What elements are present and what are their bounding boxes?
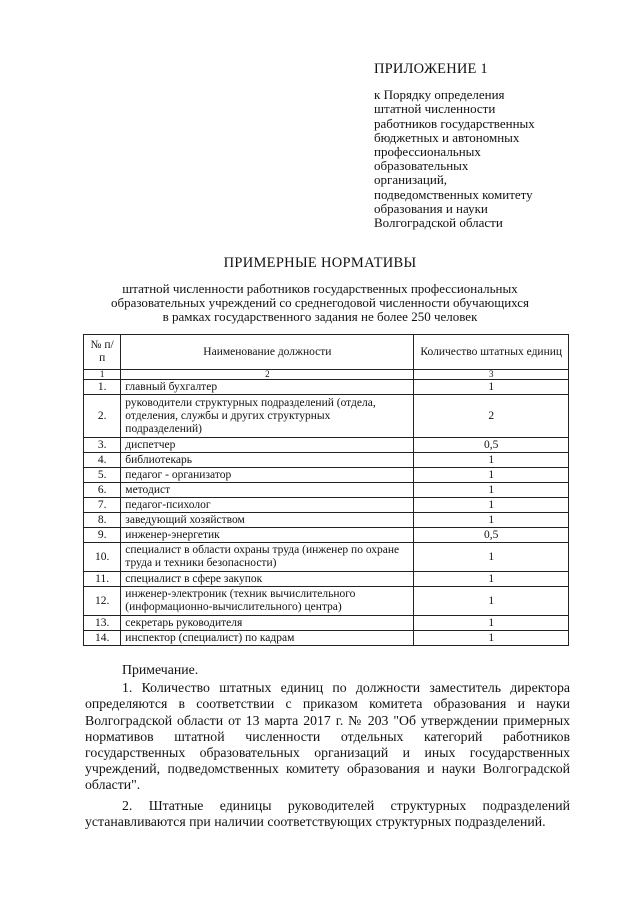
cell-position: инженер-энергетик [121, 528, 414, 543]
table-row [84, 543, 569, 572]
cell-num: 8. [84, 513, 121, 528]
cell-count: 1 [414, 380, 569, 395]
cell-position: педагог-психолог [121, 498, 414, 513]
cell-position: заведующий хозяйством [121, 513, 414, 528]
notes-section [85, 662, 570, 834]
table-row [84, 587, 569, 616]
appendix-line: бюджетных и автономных [374, 129, 520, 145]
appendix-line: профессиональных [374, 144, 481, 160]
table-row [84, 528, 569, 543]
table-row [84, 453, 569, 468]
document-subtitle [60, 282, 580, 325]
cell-count: 1 [414, 483, 569, 498]
cell-num: 1. [84, 380, 121, 395]
cell-num: 12. [84, 587, 121, 616]
appendix-line: Волгоградской области [374, 215, 503, 231]
appendix-line: к Порядку определения [374, 87, 505, 103]
appendix-heading: ПРИЛОЖЕНИЕ 1 [374, 61, 488, 77]
cell-position: методист [121, 483, 414, 498]
table-row [84, 616, 569, 631]
cell-num: 4. [84, 453, 121, 468]
table-row [84, 513, 569, 528]
index-cell: 2 [121, 370, 414, 380]
appendix-line: подведомственных комитету [374, 186, 533, 202]
table-row [84, 572, 569, 587]
document-title: ПРИМЕРНЫЕ НОРМАТИВЫ [223, 255, 417, 271]
cell-num: 2. [84, 395, 121, 438]
notes-label: Примечание. [122, 662, 199, 677]
cell-count: 0,5 [414, 528, 569, 543]
cell-position: педагог - организатор [121, 468, 414, 483]
cell-count: 1 [414, 543, 569, 572]
table-row [84, 498, 569, 513]
cell-count: 1 [414, 631, 569, 646]
table-row [84, 631, 569, 646]
table-header-row [84, 335, 569, 370]
cell-position: секретарь руководителя [121, 616, 414, 631]
appendix-line: образовательных [374, 158, 469, 174]
note-paragraph: 1. Количество штатных единиц по должности заместитель директора определяются в соответствии с приказом комитета образования и науки Волгоградской области от 13 марта 2017 г. № 203 "Об утверждении примерных нормативов штатной численности отдельных категорий работников государственных образовательных организаций и иных государственных учреждений, подведомственных комитету образования и науки Волгоградской области". [85, 680, 570, 793]
cell-num: 11. [84, 572, 121, 587]
cell-num: 14. [84, 631, 121, 646]
index-cell: 3 [414, 370, 569, 380]
cell-num: 5. [84, 468, 121, 483]
cell-num: 3. [84, 438, 121, 453]
appendix-line: штатной численности [374, 101, 496, 117]
cell-num: 13. [84, 616, 121, 631]
header-num: № п/п [84, 335, 121, 370]
subtitle-line: в рамках государственного задания не более 250 человек [162, 309, 478, 325]
cell-count: 1 [414, 513, 569, 528]
cell-count: 1 [414, 587, 569, 616]
cell-count: 1 [414, 453, 569, 468]
cell-count: 1 [414, 468, 569, 483]
cell-position: диспетчер [121, 438, 414, 453]
note-paragraph: 2. Штатные единицы руководителей структурных подразделений устанавливаются при наличии соответствующих структурных подразделений. [85, 797, 570, 829]
cell-count: 1 [414, 498, 569, 513]
staffing-norms-table [83, 334, 569, 646]
cell-num: 6. [84, 483, 121, 498]
cell-position: специалист в области охраны труда (инженер по охране труда и техники безопасности) [121, 543, 414, 572]
cell-num: 10. [84, 543, 121, 572]
table-row [84, 483, 569, 498]
table-row [84, 395, 569, 438]
cell-num: 9. [84, 528, 121, 543]
table-row [84, 468, 569, 483]
appendix-line: организаций, [374, 172, 448, 188]
cell-count: 1 [414, 572, 569, 587]
appendix-line: образования и науки [374, 200, 488, 216]
table-row [84, 380, 569, 395]
cell-count: 2 [414, 395, 569, 438]
index-cell: 1 [84, 370, 121, 380]
cell-position: инспектор (специалист) по кадрам [121, 631, 414, 646]
cell-position: инженер-электроник (техник вычислительного (информационно-вычислительного) центра) [121, 587, 414, 616]
cell-num: 7. [84, 498, 121, 513]
table-index-row [84, 370, 569, 380]
cell-position: главный бухгалтер [121, 380, 414, 395]
cell-position: специалист в сфере закупок [121, 572, 414, 587]
cell-position: библиотекарь [121, 453, 414, 468]
cell-count: 1 [414, 616, 569, 631]
table-row [84, 438, 569, 453]
subtitle-line: штатной численности работников государственных профессиональных [122, 281, 518, 296]
header-position: Наименование должности [121, 335, 414, 370]
cell-position: руководители структурных подразделений (отдела, отделения, службы и других структурных подразделений) [121, 395, 414, 438]
subtitle-line: образовательных учреждений со среднегодовой численности обучающихся [110, 295, 530, 311]
cell-count: 0,5 [414, 438, 569, 453]
appendix-line: работников государственных [374, 115, 535, 131]
header-count: Количество штатных единиц [414, 335, 569, 370]
appendix-block [374, 62, 614, 230]
